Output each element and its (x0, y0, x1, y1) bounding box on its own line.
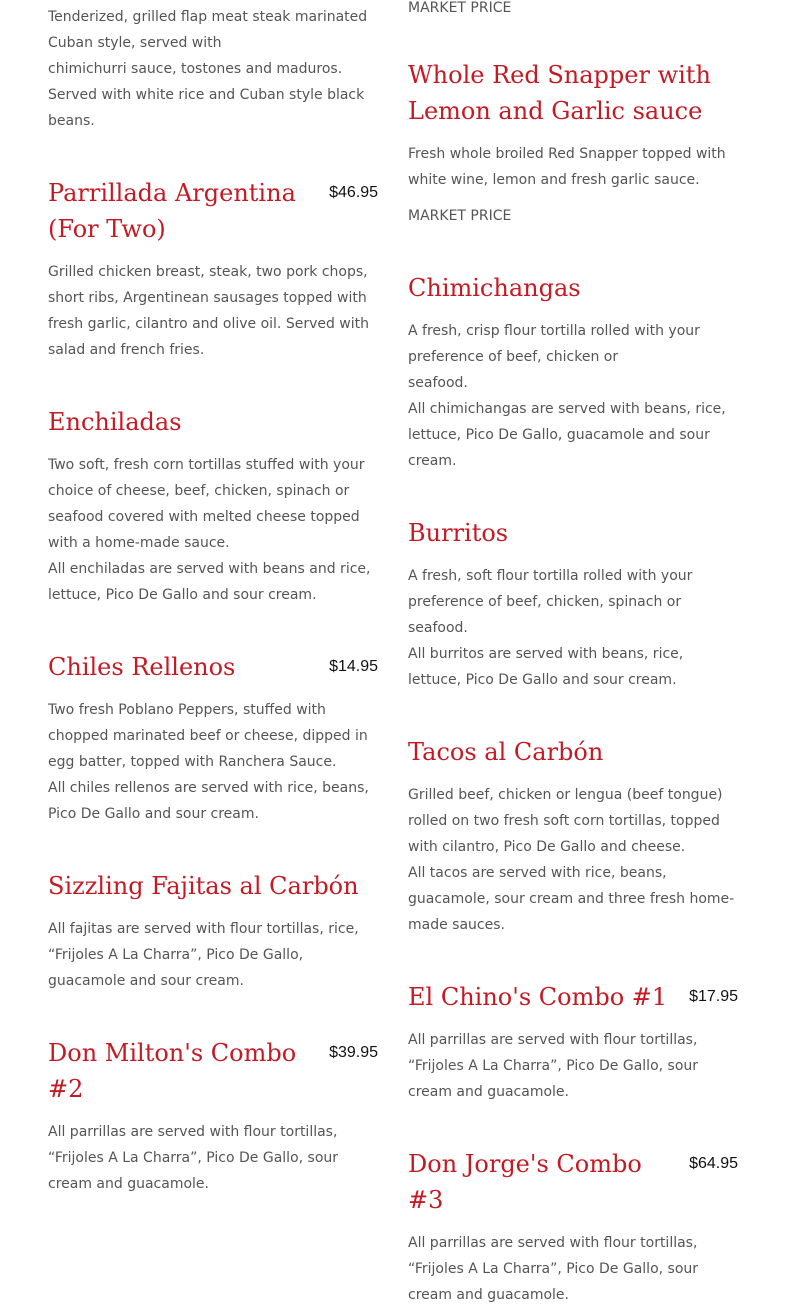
menu-item-title: Don Jorge's Combo #3 (408, 1150, 642, 1214)
menu-item-title: Chimichangas (408, 274, 581, 302)
menu-item-description (408, 141, 738, 193)
menu-item-title: El Chino's Combo #1 (408, 983, 668, 1011)
menu-item-description (408, 1027, 738, 1105)
menu-item-enchiladas (48, 404, 378, 608)
menu-item-chimichangas (408, 270, 738, 474)
menu-item-don-milton-combo (48, 1035, 378, 1197)
menu-item-el-chino-combo (408, 979, 738, 1105)
description-text: All parrillas are served with flour tortillas, “Frijoles A La Charra”, Pico De Gallo, sour cream and guacamole. (408, 1235, 699, 1303)
menu-item-description (48, 916, 378, 994)
menu-column-left (48, 0, 378, 1197)
churrasco-description (48, 4, 378, 134)
menu-item-tacos (408, 734, 738, 938)
description-line: Tenderized, grilled flap meat steak marinated (48, 9, 368, 25)
menu-item-don-jorge-combo (408, 1146, 738, 1308)
menu-column-right (408, 0, 738, 1308)
menu-item-price: $46.95 (329, 184, 378, 201)
description-text: Two fresh Poblano Peppers, stuffed with chopped marinated beef or cheese, dipped in egg batter, topped with Ranchera Sauce. (48, 702, 368, 770)
description-text: All tacos are served with rice, beans, guacamole, sour cream and three fresh home-made sauces. (408, 865, 735, 933)
menu-item-description (48, 452, 378, 608)
description-text: All parrillas are served with flour tortillas, “Frijoles A La Charra”, Pico De Gallo, sour cream and guacamole. (408, 1032, 699, 1100)
market-price-label: MARKET PRICE (408, 208, 512, 224)
menu-item-description (408, 563, 738, 693)
menu-item-title: Enchiladas (48, 408, 182, 436)
description-line: Cuban style, served with (48, 35, 222, 51)
menu-item-price: $14.95 (329, 658, 378, 675)
description-text: A fresh, crisp flour tortilla rolled with your preference of beef, chicken or (408, 323, 700, 365)
description-text: seafood. (408, 375, 468, 391)
description-text: All parrillas are served with flour tortillas, “Frijoles A La Charra”, Pico De Gallo, sour cream and guacamole. (48, 1124, 339, 1192)
menu-item-burritos (408, 515, 738, 693)
menu-item-title: Tacos al Carbón (408, 738, 604, 766)
menu-item-title: Don Milton's Combo #2 (48, 1039, 297, 1103)
description-line: beans. (48, 113, 95, 129)
menu-item-red-snapper (408, 57, 738, 229)
description-text: All fajitas are served with flour tortillas, rice, “Frijoles A La Charra”, Pico De Gallo, guacamole and sour cream. (48, 921, 359, 989)
menu-item-description (408, 1230, 738, 1308)
menu-item-price: $17.95 (689, 988, 738, 1005)
description-text: Grilled chicken breast, steak, two pork chops, short ribs, Argentinean sausages topped with fresh garlic, cilantro and olive oil. Served with salad and french fries. (48, 264, 370, 358)
menu-item-title: Burritos (408, 519, 509, 547)
menu-item-title: Sizzling Fajitas al Carbón (48, 872, 359, 900)
menu-item-description (48, 697, 378, 827)
description-text: All chiles rellenos are served with rice, beans, Pico De Gallo and sour cream. (48, 780, 369, 822)
description-text: All burritos are served with beans, rice, lettuce, Pico De Gallo and sour cream. (408, 646, 684, 688)
menu-item-price: $39.95 (329, 1044, 378, 1061)
menu-item-parrillada (48, 175, 378, 363)
menu-item-description (48, 259, 378, 363)
description-text: All chimichangas are served with beans, rice, lettuce, Pico De Gallo, guacamole and sour cream. (408, 401, 726, 469)
menu-item-title: Parrillada Argentina (For Two) (48, 179, 296, 243)
description-line: chimichurri sauce, tostones and maduros. (48, 61, 343, 77)
menu-item-description (408, 318, 738, 474)
menu-item-description (48, 1119, 378, 1197)
description-text: Grilled beef, chicken or lengua (beef tongue) rolled on two fresh soft corn tortillas, topped with cilantro, Pico De Gallo and cheese. (408, 787, 723, 855)
menu-item-description (408, 782, 738, 938)
description-text: All enchiladas are served with beans and rice, lettuce, Pico De Gallo and sour cream. (48, 561, 371, 603)
menu-item-price: $64.95 (689, 1155, 738, 1172)
market-price-label: MARKET PRICE (408, 0, 512, 16)
menu-item-chiles-rellenos (48, 649, 378, 827)
menu-item-title: Whole Red Snapper with Lemon and Garlic sauce (408, 61, 711, 125)
description-text: Two soft, fresh corn tortillas stuffed with your choice of cheese, beef, chicken, spinach or seafood covered with melted cheese topped with a home-made sauce. (48, 457, 365, 551)
menu-item-fajitas (48, 868, 378, 994)
description-text: Fresh whole broiled Red Snapper topped with white wine, lemon and fresh garlic sauce. (408, 146, 726, 188)
description-line: Served with white rice and Cuban style black (48, 87, 365, 103)
description-text: A fresh, soft flour tortilla rolled with your preference of beef, chicken, spinach or seafood. (408, 568, 693, 636)
menu-item-title: Chiles Rellenos (48, 653, 236, 681)
